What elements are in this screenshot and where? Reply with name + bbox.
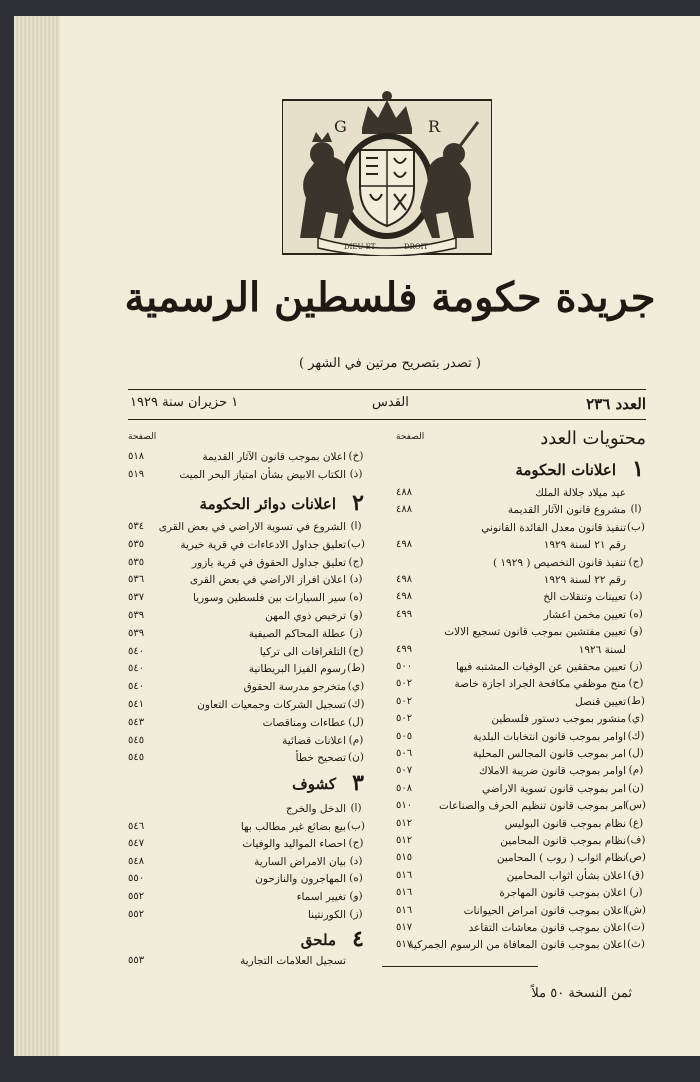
- contents-entry: [128, 751, 366, 769]
- entry-page-number: ٥١٥: [396, 852, 413, 864]
- entry-letter: (و): [349, 890, 363, 902]
- entry-title: تعيين مخمن اعشار: [543, 608, 626, 621]
- entry-page-number: ٥٣٥: [128, 556, 145, 568]
- issue-city: القدس: [372, 395, 409, 410]
- entry-title: عطاءات ومناقصات: [262, 716, 346, 729]
- entry-letter: (س): [624, 799, 646, 812]
- contents-entry: [128, 698, 366, 716]
- entry-page-number: ٥٣٥: [128, 538, 145, 550]
- entry-title: تعليق جداول الادعاءات في قرية خيرية: [180, 538, 346, 551]
- entry-page-number: ٥٠٢: [396, 695, 413, 707]
- entry-title: ترخيص ذوي المهن: [265, 610, 346, 622]
- entry-title: رقم ٢٢ لسنة ١٩٢٩: [543, 574, 626, 586]
- contents-entry: [396, 660, 646, 678]
- entry-page-number: ٥١٦: [396, 904, 413, 916]
- entry-title: منشور بموجب دستور فلسطين: [491, 713, 626, 726]
- contents-entry: [128, 591, 366, 609]
- contents-entry: [128, 872, 366, 890]
- contents-entry: [396, 869, 646, 887]
- entry-title: اوامر بموجب قانون انتخابات البلدية: [473, 730, 626, 743]
- entry-page-number: ٥٠٨: [396, 782, 413, 794]
- entry-title: متخرجو مدرسة الحقوق: [243, 681, 346, 694]
- page-label-left: الصفحة: [128, 432, 157, 442]
- entry-letter: (ط): [627, 694, 645, 707]
- entry-page-number: ٥٤٥: [128, 734, 145, 746]
- contents-entry: [396, 764, 646, 782]
- entry-page-number: ٥٠٢: [396, 713, 413, 725]
- entry-page-number: ٥٤٥: [128, 752, 145, 764]
- entry-page-number: ٥٤٨: [128, 855, 145, 867]
- contents-entry: [128, 855, 366, 873]
- contents-entry: [396, 747, 646, 765]
- section-2-heading: ٢ اعلانات دوائر الحكومة: [199, 490, 364, 516]
- price-rule: [382, 966, 538, 967]
- issue-number: العدد ٢٣٦: [586, 395, 646, 413]
- contents-entry: [396, 643, 646, 661]
- contents-entry: [128, 556, 366, 574]
- entry-letter: (م): [628, 764, 644, 777]
- entry-page-number: ٥٤٠: [128, 645, 145, 657]
- entry-title: عيد ميلاد جلالة الملك: [535, 487, 626, 499]
- entry-title: تنفيذ قانون معدل الفائدة القانوني: [481, 521, 626, 534]
- entry-title: تغيير اسماء: [296, 891, 346, 903]
- entry-title: الدخل والخرج: [286, 803, 346, 815]
- entry-letter: (ح): [628, 677, 644, 690]
- entry-page-number: ٥١٦: [396, 887, 413, 899]
- entry-letter: (ج): [348, 555, 364, 568]
- entry-letter: (و): [629, 625, 643, 638]
- entry-page-number: ٤٩٨: [396, 574, 413, 585]
- contents-entry: [396, 625, 646, 643]
- entry-title: اوامر بموجب قانون ضريبة الاملاك: [478, 765, 626, 778]
- issue-date: ١ حزيران سنة ١٩٢٩: [130, 395, 239, 410]
- entry-letter: (ح): [348, 644, 364, 657]
- entry-page-number: ٥١٠: [396, 800, 413, 812]
- entry-page-number: ٤٩٩: [396, 608, 413, 620]
- entry-letter: (ب): [346, 819, 366, 832]
- contents-entry: [396, 538, 646, 556]
- entry-letter: (ه): [349, 872, 363, 885]
- entry-page-number: ٥٣٧: [128, 592, 145, 604]
- entry-title: نظام بموجب قانون البوليس: [504, 817, 626, 830]
- entry-letter: (ف): [626, 834, 646, 846]
- entry-page-number: ٥١٧: [396, 922, 413, 933]
- gazette-subtitle: ( تصدر بتصريح مرتين في الشهر ): [299, 356, 481, 371]
- entry-page-number: ٥١٦: [396, 869, 413, 881]
- entry-letter: (ك): [627, 729, 645, 742]
- entry-page-number: ٥١٧: [396, 939, 413, 951]
- entry-page-number: ٥٥٢: [128, 891, 145, 902]
- entry-letter: (ص): [625, 851, 646, 864]
- contents-entry: [128, 954, 366, 972]
- entry-page-number: ٥٣٩: [128, 627, 145, 639]
- contents-entry: [396, 834, 646, 852]
- contents-entry: [128, 680, 366, 698]
- entry-title: الكتاب الابيض بشأن امتياز البحر الميت: [179, 469, 346, 481]
- bottom-rule: [128, 419, 646, 420]
- entry-title: اعلان بموجب قانون معاشات التقاعد: [468, 922, 626, 934]
- contents-entry: [396, 904, 646, 922]
- entry-letter: (ز): [629, 660, 643, 672]
- contents-entry: [128, 468, 366, 486]
- entry-page-number: ٥١٢: [396, 817, 413, 829]
- contents-entry: [396, 921, 646, 939]
- contents-entry: [396, 712, 646, 730]
- contents-entry: [128, 734, 366, 752]
- entry-title: تعيينات وتنقلات الخ: [543, 591, 626, 604]
- entry-letter: (ا): [350, 802, 362, 814]
- contents-left-column: [128, 428, 366, 968]
- entry-page-number: ٥٤٧: [128, 838, 145, 850]
- entry-page-number: ٥٠٥: [396, 730, 413, 742]
- entry-letter: (ذ): [349, 468, 363, 480]
- entry-title: امر بموجب قانون تنظيم الحرف والصناعات: [439, 800, 626, 813]
- contents-entry: [396, 590, 646, 608]
- entry-page-number: ٤٩٩: [396, 643, 413, 655]
- entry-letter: (ش): [624, 903, 646, 916]
- svg-text:DROIT: DROIT: [404, 243, 429, 251]
- entry-page-number: ٥٤٦: [128, 820, 145, 832]
- entry-letter: (ن): [348, 751, 364, 764]
- entry-page-number: ٥١٨: [128, 451, 145, 462]
- entry-page-number: ٤٨٨: [396, 487, 413, 498]
- entry-letter: (ا): [350, 520, 362, 532]
- entry-letter: (ط): [347, 662, 365, 675]
- entry-letter: (ج): [628, 555, 644, 568]
- entry-page-number: ٥٠٠: [396, 661, 413, 672]
- entry-page-number: ٥٥٠: [128, 873, 145, 885]
- entry-letter: (ث): [626, 938, 646, 951]
- contents-entry: [396, 677, 646, 695]
- entry-letter: (ع): [628, 816, 644, 829]
- entry-letter: (ر): [629, 886, 643, 899]
- entry-letter: (و): [349, 609, 363, 621]
- entry-title: اعلان بموجب قانون الآثار القديمة: [202, 451, 346, 463]
- contents-entry: [396, 521, 646, 539]
- contents-entry: [128, 908, 366, 926]
- contents-entry: [128, 890, 366, 908]
- entry-page-number: ٥٤٣: [128, 716, 145, 728]
- entry-page-number: ٤٩٨: [396, 539, 413, 551]
- entry-letter: (ز): [349, 907, 363, 920]
- entry-title: اعلان بشأن اثواب المحامين: [506, 869, 626, 882]
- entry-page-number: ٥٠٦: [396, 748, 413, 759]
- entry-title: تنفيذ قانون التخصيص ( ١٩٢٩ ): [492, 556, 626, 569]
- contents-entry: [396, 817, 646, 835]
- contents-entry: [128, 837, 366, 855]
- entry-letter: (ل): [628, 747, 644, 759]
- entry-page-number: ٥٣٦: [128, 574, 145, 586]
- entry-title: رقم ٢١ لسنة ١٩٢٩: [543, 539, 626, 552]
- entry-letter: (ب): [346, 537, 366, 550]
- entry-letter: (د): [349, 854, 363, 867]
- entry-page-number: ٥٠٢: [396, 678, 413, 690]
- entry-letter: (ج): [348, 837, 364, 850]
- entry-title: تعليق جداول الحقوق في قرية يازور: [192, 556, 346, 569]
- entry-letter: (ت): [626, 921, 646, 933]
- entry-page-number: ٥٠٧: [396, 765, 413, 777]
- entry-letter: (ق): [627, 868, 645, 881]
- entry-title: امر بموجب قانون تسوية الاراضي: [481, 782, 626, 795]
- entry-page-number: ٥٥٣: [128, 955, 145, 966]
- entry-title: رسوم الفيزا البريطانية: [248, 663, 346, 676]
- section-3-heading: ٣ كشوف: [292, 770, 364, 796]
- entry-page-number: ٤٩٨: [396, 591, 413, 603]
- book-page-edges: [14, 16, 63, 1056]
- contents-entry: [396, 608, 646, 626]
- entry-letter: (ه): [629, 607, 643, 620]
- entry-page-number: ٥٣٤: [128, 521, 145, 532]
- contents-entry: [396, 730, 646, 748]
- entry-title: الشروع في تسوية الاراضي في بعض القرى: [158, 521, 346, 533]
- contents-entry: [128, 520, 366, 538]
- entry-title: تسجيل الشركات وجمعيات التعاون: [197, 699, 346, 711]
- entry-title: نظام اثواب ( روب ) المحامين: [496, 852, 626, 865]
- contents-right-column: [396, 428, 646, 968]
- section-1-heading: ١ اعلانات الحكومة: [515, 456, 644, 482]
- entry-title: احصاء المواليد والوفيات: [242, 838, 346, 851]
- svg-text:DIEU ET: DIEU ET: [344, 243, 376, 251]
- copy-price: ثمن النسخة ٥٠ ملاً: [531, 986, 632, 1001]
- entry-letter: (د): [629, 590, 643, 603]
- entry-page-number: ٤٨٨: [396, 504, 413, 516]
- entry-title: التلغرافات الى تركيا: [259, 645, 346, 658]
- entry-letter: (ا): [630, 503, 642, 516]
- contents-entry: [396, 851, 646, 869]
- entry-letter: (خ): [348, 450, 364, 462]
- entry-title: تصحيح خطأ: [295, 752, 346, 765]
- entry-title: تسجيل العلامات التجارية: [240, 955, 346, 967]
- entry-title: اعلان افراز الاراضي في بعض القرى: [189, 574, 346, 587]
- contents-entry: [128, 645, 366, 663]
- contents-entry: [128, 662, 366, 680]
- contents-entry: [128, 716, 366, 734]
- entry-title: سير السيارات بين فلسطين وسوريا: [192, 592, 346, 605]
- entry-page-number: ٥٣٩: [128, 610, 145, 621]
- entry-title: اعلان بموجب قانون امراض الحيوانات: [463, 904, 626, 917]
- contents-entry: [128, 627, 366, 645]
- entry-page-number: ٥٤١: [128, 699, 145, 710]
- contents-entry: [128, 538, 366, 556]
- page-label-right: الصفحة: [396, 432, 425, 442]
- contents-entry: [396, 573, 646, 591]
- gazette-title: جريدة حكومة فلسطين الرسمية: [124, 274, 656, 321]
- contents-entry: [396, 782, 646, 800]
- entry-title: المهاجرون والنازحون: [255, 873, 346, 886]
- entry-page-number: ٥٤٠: [128, 681, 145, 693]
- entry-title: اعلان بموجب قانون المهاجرة: [499, 887, 626, 900]
- contents-entry: [396, 799, 646, 817]
- contents-entry: [396, 556, 646, 574]
- contents-entry: [128, 802, 366, 820]
- entry-title: لسنة ١٩٢٦: [578, 643, 626, 656]
- entry-title: اعلانات قضائية: [282, 734, 346, 747]
- entry-letter: (ك): [347, 698, 365, 710]
- svg-text:R: R: [428, 117, 441, 136]
- entry-title: تعيين مفتشين بموجب قانون تسجيع الالات: [444, 626, 626, 639]
- section-4-heading: ٤ ملحق: [300, 926, 364, 952]
- entry-title: امر بموجب قانون المجالس المحلية: [472, 748, 626, 760]
- gazette-page: [60, 16, 700, 1056]
- contents-entry: [396, 886, 646, 904]
- entry-letter: (ب): [626, 520, 646, 533]
- entry-title: تعيين محققين عن الوفيات المشتبه فيها: [455, 661, 626, 673]
- entry-title: تعيين قنصل: [575, 695, 626, 708]
- svg-text:G: G: [334, 117, 347, 136]
- contents-entry: [128, 820, 366, 838]
- contents-entry: [396, 503, 646, 521]
- contents-entry: [396, 486, 646, 504]
- entry-title: منح موظفي مكافحة الجراد اجازة خاصة: [454, 678, 626, 691]
- entry-title: بيان الامراض السارية: [254, 855, 346, 868]
- entry-letter: (ي): [627, 712, 645, 725]
- contents-entry: [128, 450, 366, 468]
- entry-title: بيع بضائع غير مطالب بها: [240, 820, 346, 833]
- entry-title: مشروع قانون الآثار القديمة: [507, 504, 626, 517]
- top-rule: [128, 389, 646, 390]
- entry-page-number: ٥١٢: [396, 835, 413, 846]
- contents-entry: [396, 695, 646, 713]
- entry-letter: (ن): [628, 781, 644, 794]
- entry-letter: (ز): [349, 626, 363, 639]
- contents-heading: محتويات العدد: [540, 428, 646, 449]
- issue-bar: [128, 393, 646, 417]
- entry-letter: (ل): [348, 715, 364, 728]
- entry-title: الكورنتينا: [307, 908, 346, 921]
- entry-page-number: ٥٥٢: [128, 908, 145, 920]
- entry-title: نظام بموجب قانون المحامين: [500, 835, 626, 847]
- entry-page-number: ٥١٩: [128, 469, 145, 480]
- entry-letter: (ي): [347, 680, 365, 693]
- entry-title: عطلة المحاكم الصيفية: [248, 627, 346, 640]
- entry-page-number: ٥٤٠: [128, 663, 145, 675]
- contents-entry: [128, 573, 366, 591]
- entry-letter: (د): [349, 573, 363, 586]
- contents-entry: [396, 938, 646, 956]
- entry-letter: (ه): [349, 591, 363, 604]
- contents-entry: [128, 609, 366, 627]
- entry-title: اعلان بموجب قانون المعافاة من الرسوم الجمركية: [408, 939, 626, 952]
- royal-coat-of-arms: [282, 88, 492, 256]
- entry-letter: (م): [348, 733, 364, 746]
